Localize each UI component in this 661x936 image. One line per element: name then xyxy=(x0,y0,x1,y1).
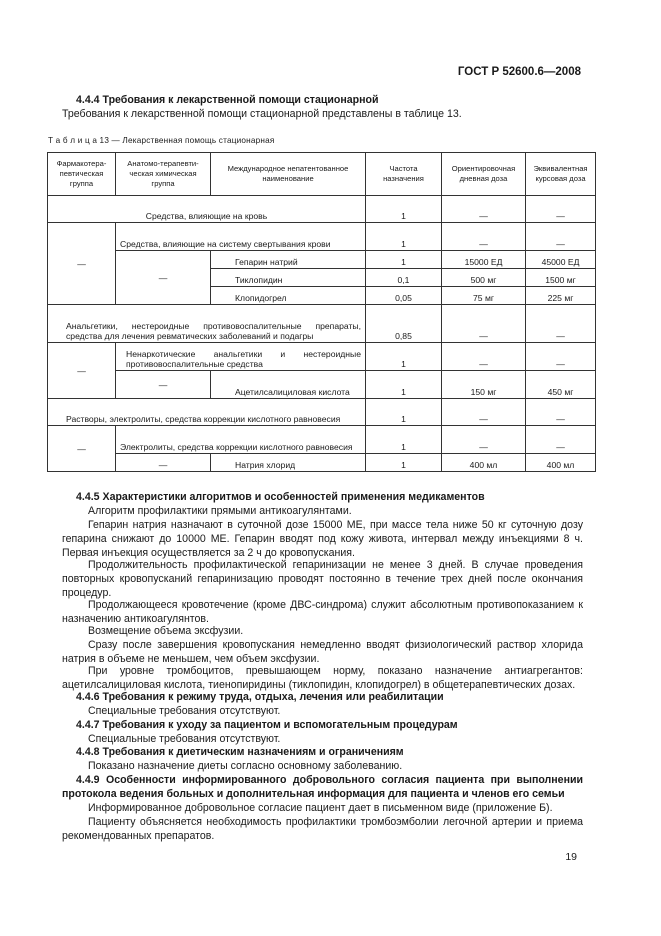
paragraph: Специальные требования отсутствуют. xyxy=(88,705,281,717)
cell-group: Анальгетики, нестероидные противовоспалительные препараты, средства для лечения ревматических заболеваний и подагры xyxy=(48,305,366,343)
table-row xyxy=(48,454,596,472)
table-row xyxy=(48,305,596,343)
table-header-row xyxy=(48,153,596,196)
section-4-4-6-title: 4.4.6 Требования к режиму труда, отдыха, лечения или реабилитации xyxy=(76,691,444,703)
th-course-dose: Эквивалентная курсовая доза xyxy=(526,153,596,196)
table-row xyxy=(48,343,596,371)
cell-subgroup: Средства, влияющие на систему свертывания крови xyxy=(116,223,366,251)
cell-inn: Ацетилсалициловая кислота xyxy=(211,371,366,399)
cell-course-dose: 225 мг xyxy=(526,287,596,305)
cell-course-dose: 1500 мг xyxy=(526,269,596,287)
section-4-4-9-title: 4.4.9 Особенности информированного добровольного согласия пациента при выполнении протокола ведения больных и дополнительная информация для пациента и членов его семьи xyxy=(62,774,583,800)
table-row xyxy=(48,223,596,251)
cell-frequency: 0,05 xyxy=(366,287,442,305)
cell-frequency: 1 xyxy=(366,426,442,454)
cell-pharma-dash: — xyxy=(48,343,116,399)
cell-inn: Натрия хлорид xyxy=(211,454,366,472)
section-4-4-4-title: 4.4.4 Требования к лекарственной помощи стационарной xyxy=(76,94,379,106)
cell-inn: Гепарин натрий xyxy=(211,251,366,269)
cell-group: Средства, влияющие на кровь xyxy=(48,196,366,223)
cell-daily-dose: — xyxy=(442,426,526,454)
cell-daily-dose: 400 мл xyxy=(442,454,526,472)
th-daily-dose: Ориентировочная дневная доза xyxy=(442,153,526,196)
paragraph: Пациенту объясняется необходимость профилактики тромбоэмболии легочной артерии и приема рекомендованных препаратов. xyxy=(62,816,583,842)
cell-course-dose: — xyxy=(526,426,596,454)
table-row xyxy=(48,196,596,223)
th-frequency: Частота назначения xyxy=(366,153,442,196)
document-header: ГОСТ Р 52600.6—2008 xyxy=(457,66,581,78)
page-number: 19 xyxy=(565,851,577,863)
cell-atc-dash: — xyxy=(116,454,211,472)
cell-course-dose: — xyxy=(526,399,596,426)
cell-course-dose: — xyxy=(526,343,596,371)
medication-table xyxy=(47,152,596,472)
cell-frequency: 1 xyxy=(366,196,442,223)
cell-frequency: 1 xyxy=(366,251,442,269)
cell-daily-dose: — xyxy=(442,399,526,426)
paragraph: Алгоритм профилактики прямыми антикоагулянтами. xyxy=(88,505,352,517)
cell-daily-dose: — xyxy=(442,223,526,251)
paragraph: Гепарин натрия назначают в суточной дозе 15000 МЕ, при массе тела ниже 50 кг суточную дозу гепарина снижают до 10000 МЕ. Гепарин вводят под кожу живота, интервал между инъекциями 8 ч. Первая инъекция осуществляется за 2 ч до кровопускания. xyxy=(62,519,583,559)
section-4-4-8-title: 4.4.8 Требования к диетическим назначениям и ограничениям xyxy=(76,746,404,758)
cell-atc-dash: — xyxy=(116,251,211,305)
cell-frequency: 1 xyxy=(366,454,442,472)
cell-course-dose: 45000 ЕД xyxy=(526,251,596,269)
cell-frequency: 1 xyxy=(366,371,442,399)
cell-atc-dash: — xyxy=(116,371,211,399)
cell-subgroup: Ненаркотические анальгетики и нестероидные противовоспалительные средства xyxy=(116,343,366,371)
section-4-4-5-title: 4.4.5 Характеристики алгоритмов и особенностей применения медикаментов xyxy=(76,491,485,503)
cell-inn: Тиклопидин xyxy=(211,269,366,287)
section-4-4-7-title: 4.4.7 Требования к уходу за пациентом и вспомогательным процедурам xyxy=(76,719,458,731)
cell-daily-dose: — xyxy=(442,196,526,223)
cell-daily-dose: 150 мг xyxy=(442,371,526,399)
section-4-4-4-text: Требования к лекарственной помощи стационарной представлены в таблице 13. xyxy=(62,108,462,120)
cell-frequency: 1 xyxy=(366,223,442,251)
th-pharma-group: Фармакотера-певтическая группа xyxy=(48,153,116,196)
th-atc-group: Анатомо-терапевти-ческая химическая группа xyxy=(116,153,211,196)
table-row xyxy=(48,251,596,269)
cell-pharma-dash: — xyxy=(48,426,116,472)
cell-course-dose: — xyxy=(526,223,596,251)
cell-daily-dose: 15000 ЕД xyxy=(442,251,526,269)
cell-daily-dose: 75 мг xyxy=(442,287,526,305)
table-row xyxy=(48,426,596,454)
cell-course-dose: — xyxy=(526,305,596,343)
cell-subgroup: Электролиты, средства коррекции кислотного равновесия xyxy=(116,426,366,454)
cell-course-dose: — xyxy=(526,196,596,223)
cell-daily-dose: — xyxy=(442,343,526,371)
paragraph: Продолжающееся кровотечение (кроме ДВС-синдрома) служит абсолютным противопоказанием к назначению антикоагулянтов. xyxy=(62,599,583,625)
cell-pharma-dash: — xyxy=(48,223,116,305)
cell-daily-dose: 500 мг xyxy=(442,269,526,287)
cell-course-dose: 400 мл xyxy=(526,454,596,472)
paragraph: Продолжительность профилактической гепаринизации не менее 3 дней. В случае проведения повторных кровопусканий гепаринизацию проводят постоянно в течение трех дней после окончания процедур. xyxy=(62,559,583,599)
cell-course-dose: 450 мг xyxy=(526,371,596,399)
cell-frequency: 1 xyxy=(366,343,442,371)
th-inn: Международное непатентованное наименование xyxy=(211,153,366,196)
paragraph: Сразу после завершения кровопускания немедленно вводят физиологический раствор хлорида натрия в объеме не меньшем, чем объем эксфузии. xyxy=(62,639,583,665)
table-caption: Т а б л и ц а 13 — Лекарственная помощь стационарная xyxy=(48,136,275,145)
cell-frequency: 1 xyxy=(366,399,442,426)
cell-frequency: 0,85 xyxy=(366,305,442,343)
cell-frequency: 0,1 xyxy=(366,269,442,287)
paragraph: Специальные требования отсутствуют. xyxy=(88,733,281,745)
cell-group: Растворы, электролиты, средства коррекции кислотного равновесия xyxy=(48,399,366,426)
cell-inn: Клопидогрел xyxy=(211,287,366,305)
paragraph: Показано назначение диеты согласно основному заболеванию. xyxy=(88,760,403,772)
table-row xyxy=(48,399,596,426)
paragraph: Информированное добровольное согласие пациент дает в письменном виде (приложение Б). xyxy=(88,802,553,814)
cell-daily-dose: — xyxy=(442,305,526,343)
paragraph: При уровне тромбоцитов, превышающем норму, показано назначение антиагрегантов: ацетилсалициловая кислота, тиенопиридины (тиклопидин, клопидогрел) в общетерапевтических дозах. xyxy=(62,665,583,691)
table-row xyxy=(48,371,596,399)
paragraph: Возмещение объема эксфузии. xyxy=(88,625,244,637)
